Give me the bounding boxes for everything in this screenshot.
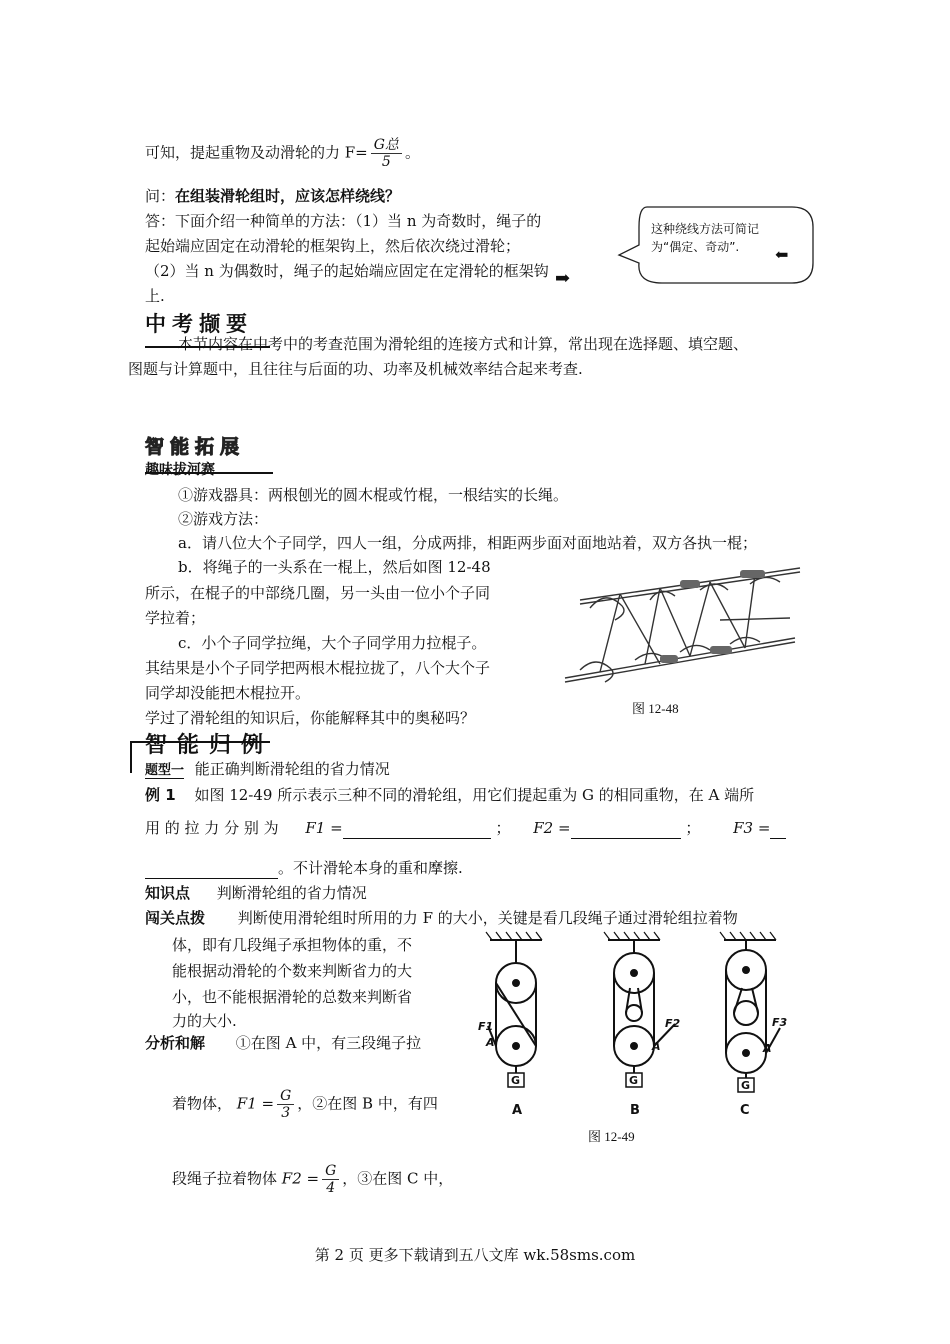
example-text-3: 。不计滑轮本身的重和摩擦. [278, 859, 463, 877]
example-text-1: 如图 12-49 所示表示三种不同的滑轮组，用它们提起重为 G 的相同重物，在 A 端所 [194, 786, 755, 804]
arrow-right-icon: ➡ [555, 268, 571, 289]
sep-2: ； [685, 819, 701, 837]
analysis-label: 分析和解 [145, 1034, 206, 1052]
ext-section-title: 智能拓展 [145, 436, 246, 458]
analysis-text-2-prefix: 着物体， [172, 1094, 233, 1113]
knowledge-text: 判断滑轮组的省力情况 [216, 884, 367, 902]
analysis-f1: F1 = [236, 1094, 275, 1113]
tips-text-1: 判断使用滑轮组时所用的力 F 的大小，关键是看几段绳子通过滑轮组拉着物 [237, 909, 738, 927]
figure-12-48-caption: 图 12-48 [632, 701, 679, 716]
page-footer: 第 2 页 更多下载请到五八文库 wk.58sms.com [314, 1246, 636, 1264]
system-label-b: B [630, 1103, 640, 1118]
intro-formula-suffix: 。 [404, 143, 420, 162]
exam-line-1: 本节内容在中考中的考查范围为滑轮组的连接方式和计算，常出现在选择题、填空题、 [178, 335, 749, 353]
analysis-fraction-1 [277, 1088, 294, 1121]
f2-blank [571, 822, 681, 839]
examples-section-title: 智能归例 [145, 733, 274, 758]
topic-line [145, 758, 390, 782]
topic-tag: 题型一 [145, 763, 185, 778]
tips-line-5: 力的大小. [172, 1012, 237, 1030]
callout-line-1: 这种绕线方法可简记 [651, 222, 760, 236]
f3-label: F3 = [733, 819, 771, 837]
analysis-line-1 [145, 1032, 421, 1054]
analysis-fraction-1-den: 3 [281, 1105, 291, 1121]
analysis-fraction-2-den: 4 [326, 1180, 336, 1196]
force-label-c: F3 [772, 1016, 788, 1029]
answer-line-3: （2）当 n 为偶数时，绳子的起始端应固定在定滑轮的框架钩 [145, 262, 549, 280]
load-label-b: G [629, 1074, 639, 1087]
force-label-b: F2 [665, 1017, 681, 1030]
figure-12-49-caption: 图 12-49 [588, 1129, 635, 1144]
examples-title-bar [130, 741, 132, 773]
analysis-fraction-2 [322, 1163, 339, 1196]
example-line-1 [145, 784, 754, 806]
pulley-system-b [604, 932, 675, 1073]
topic-text: 能正确判断滑轮组的省力情况 [194, 760, 390, 778]
callout-bubble [617, 205, 815, 285]
analysis-text-2-suffix: ，②在图 B 中，有四 [297, 1094, 438, 1113]
tips-label: 闯关点拨 [145, 909, 206, 927]
ext-line-6: 学拉着； [145, 609, 206, 627]
pulley-figure [470, 928, 810, 1123]
f1-blank [343, 822, 491, 839]
analysis-line-3 [172, 1163, 453, 1196]
arrow-left-icon: ⬅ [775, 245, 789, 264]
f3-blank-end [145, 862, 278, 879]
ext-line-10: 学过了滑轮组的知识后，你能解释其中的奥秘吗？ [145, 709, 476, 727]
tug-of-war-figure [560, 560, 810, 690]
ext-line-2: ②游戏方法： [178, 510, 269, 528]
example-label: 例 1 [145, 786, 176, 804]
load-label-a: G [511, 1074, 521, 1087]
example-line-3 [145, 857, 463, 879]
intro-fraction [371, 137, 402, 170]
ext-subtitle: 趣味拔河赛 [145, 462, 215, 478]
intro-fraction-numerator: G总 [371, 137, 402, 154]
analysis-text-1: ①在图 A 中，有三段绳子拉 [235, 1034, 422, 1052]
f1-label: F1 = [305, 819, 343, 837]
ext-line-7: c．小个子同学拉绳，大个子同学用力拉棍子。 [178, 634, 487, 652]
sep-1: ； [495, 819, 511, 837]
tips-line-3: 能根据动滑轮的个数来判断省力的大 [172, 962, 413, 980]
end-label-b: A [652, 1040, 661, 1053]
intro-formula-prefix: 可知，提起重物及动滑轮的力 F= [145, 143, 368, 162]
system-label-c: C [740, 1103, 750, 1118]
answer-line-1: 答：下面介绍一种简单的方法：（1）当 n 为奇数时，绳子的 [145, 212, 542, 230]
intro-formula-line [145, 137, 420, 170]
tips-line-4: 小，也不能根据滑轮的总数来判断省 [172, 988, 413, 1006]
system-label-a: A [512, 1103, 523, 1118]
exam-section-title: 中考撷要 [145, 312, 253, 336]
load-label-c: G [741, 1079, 751, 1092]
analysis-text-3-suffix: ，③在图 C 中， [342, 1169, 454, 1188]
knowledge-line [145, 882, 367, 904]
end-label-a: A [486, 1036, 495, 1049]
tips-line-2: 体，即有几段绳子承担物体的重，不 [172, 936, 413, 954]
tips-line-1 [145, 907, 738, 929]
analysis-fraction-1-num: G [277, 1088, 294, 1105]
ext-subtitle-underline [145, 472, 273, 474]
exam-line-2: 图题与计算题中，且往往与后面的功、功率及机械效率结合起来考查. [128, 360, 583, 378]
knowledge-label: 知识点 [145, 884, 191, 902]
ext-line-3: a．请八位大个子同学，四人一组，分成两排，相距两步面对面地站着，双方各执一棍； [178, 534, 757, 552]
question-line [145, 185, 400, 207]
example-text-2-prefix: 用 的 拉 力 分 别 为 [145, 819, 279, 837]
intro-fraction-denominator: 5 [381, 154, 391, 170]
answer-line-2: 起始端应固定在动滑轮的框架钩上，然后依次绕过滑轮； [145, 237, 521, 255]
question-text: 在组装滑轮组时，应该怎样绕线？ [175, 187, 401, 205]
ext-line-9: 同学却没能把木棍拉开。 [145, 684, 311, 702]
analysis-text-3-prefix: 段绳子拉着物体 [172, 1169, 278, 1188]
pulley-system-c [720, 932, 780, 1078]
ext-line-5: 所示，在棍子的中部绕几圈，另一头由一位小个子同 [145, 584, 491, 602]
ext-line-4: b．将绳子的一头系在一棍上，然后如图 12-48 [178, 558, 491, 576]
pulley-system-a [486, 932, 542, 1073]
callout-line-2: 为“偶定、奇动”. [651, 240, 740, 254]
analysis-fraction-2-num: G [322, 1163, 339, 1180]
f2-label: F2 = [533, 819, 571, 837]
question-label: 问： [145, 187, 176, 205]
example-line-2 [145, 817, 786, 839]
end-label-c: A [763, 1042, 772, 1055]
analysis-f2: F2 = [281, 1169, 320, 1188]
force-label-a: F1 [478, 1020, 494, 1033]
f3-blank-start [770, 822, 786, 839]
ext-line-8: 其结果是小个子同学把两根木棍拉拢了，八个大个子 [145, 659, 491, 677]
ext-line-1: ①游戏器具：两根刨光的圆木棍或竹棍，一根结实的长绳。 [178, 486, 569, 504]
analysis-line-2 [172, 1088, 438, 1121]
examples-title-underline [130, 741, 270, 743]
answer-line-4: 上. [145, 287, 165, 305]
